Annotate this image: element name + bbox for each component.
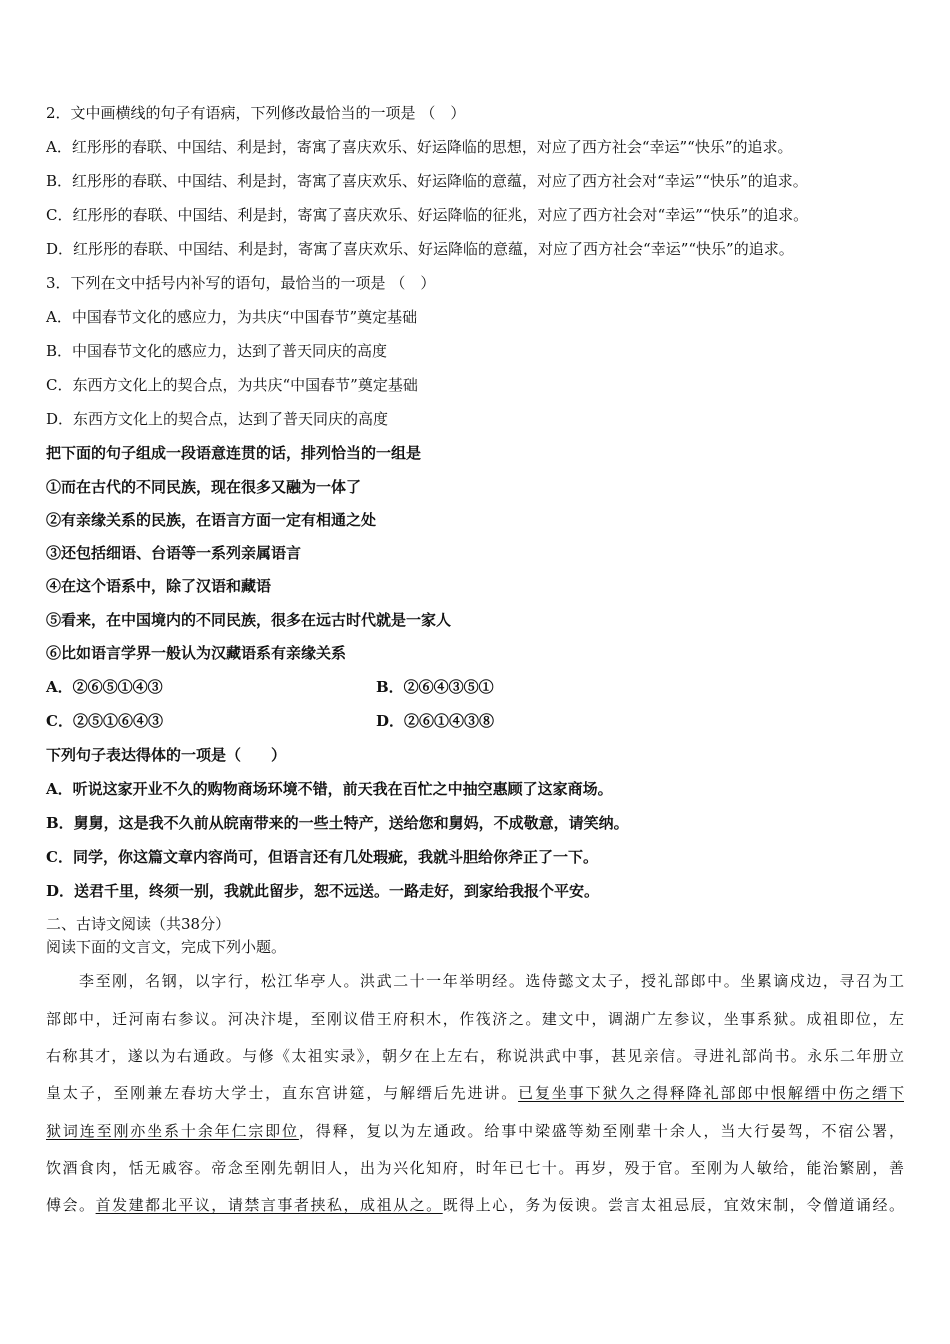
q3-option-b: B．中国春节文化的感应力，达到了普天同庆的高度 xyxy=(46,342,388,360)
underlined-sentence: 已复坐事下狱久之得释降礼部郎中恨解缙中伤之缙下 xyxy=(518,1084,904,1102)
q2-stem: 2．文中画横线的句子有语病，下列修改最恰当的一项是 （ ） xyxy=(46,104,466,122)
order-sentence-5: ⑤看来，在中国境内的不同民族，很多在远古时代就是一家人 xyxy=(46,611,452,629)
order-sentence-3: ③还包括细语、台语等一系列亲属语言 xyxy=(46,544,302,562)
underlined-sentence: 首发建都北平议，请禁言事者挟私，成祖从之。 xyxy=(95,1196,443,1214)
q3-option-a: A．中国春节文化的感应力，为共庆“中国春节”奠定基础 xyxy=(46,308,418,326)
decorum-option-d: D．送君千里，终须一别，我就此留步，恕不远送。一路走好，到家给我报个平安。 xyxy=(46,882,600,900)
passage-text: ，得释，复以为左通政。给事中梁盛等劾至刚辈十余人，当大行晏驾，不宿公署， xyxy=(298,1122,904,1140)
order-sentence-4: ④在这个语系中，除了汉语和藏语 xyxy=(46,577,272,595)
order-option-c: C．②⑤①⑥④③ xyxy=(46,712,163,730)
passage-text: 皇太子，至刚兼左春坊大学士，直东宫讲筵，与解缙后先进讲。 xyxy=(46,1084,519,1102)
section-instruction: 阅读下面的文言文，完成下列小题。 xyxy=(46,938,287,956)
passage-line-1: 李至刚，名钢，以字行，松江华亭人。洪武二十一年举明经。选侍懿文太子，授礼部郎中。坐累谪戍边，寻召为工 xyxy=(46,972,904,990)
passage-line-3: 右称其才，遂以为右通政。与修《太祖实录》，朝夕在上左右，称说洪武中事，甚见亲信。寻进礼部尚书。永乐二年册立 xyxy=(46,1047,904,1065)
order-sentence-6: ⑥比如语言学界一般认为汉藏语系有亲缘关系 xyxy=(46,644,347,662)
decorum-option-a: A．听说这家开业不久的购物商场环境不错，前天我在百忙之中抽空惠顾了这家商场。 xyxy=(46,780,613,798)
passage-line-5 xyxy=(46,1121,904,1141)
order-sentence-1: ①而在古代的不同民族，现在很多又融为一体了 xyxy=(46,478,362,496)
decorum-option-b: B．舅舅，这是我不久前从皖南带来的一些土特产，送给您和舅妈，不成敬意，请笑纳。 xyxy=(46,814,629,832)
passage-line-6: 饮酒食肉，恬无戚容。帝念至刚先朝旧人，出为兴化知府，时年已七十。再岁，殁于官。至刚为人敏给，能治繁剧，善 xyxy=(46,1159,904,1177)
order-question-stem: 把下面的句子组成一段语意连贯的话，排列恰当的一组是 xyxy=(46,444,422,462)
q2-option-d: D．红彤彤的春联、中国结、利是封，寄寓了喜庆欢乐、好运降临的意蕴，对应了西方社会“幸运”“快乐”的追求。 xyxy=(46,240,794,258)
passage-line-7 xyxy=(46,1195,904,1215)
q3-option-d: D．东西方文化上的契合点，达到了普天同庆的高度 xyxy=(46,410,389,428)
order-option-a: A．②⑥⑤①④③ xyxy=(46,678,163,696)
q3-option-c: C．东西方文化上的契合点，为共庆“中国春节”奠定基础 xyxy=(46,376,418,394)
q2-option-a: A．红彤彤的春联、中国结、利是封，寄寓了喜庆欢乐、好运降临的思想，对应了西方社会“幸运”“快乐”的追求。 xyxy=(46,138,793,156)
passage-text: 傅会。 xyxy=(46,1196,96,1214)
decorum-option-c: C．同学，你这篇文章内容尚可，但语言还有几处瑕疵，我就斗胆给你斧正了一下。 xyxy=(46,848,598,866)
passage-line-4 xyxy=(46,1083,904,1103)
order-sentence-2: ②有亲缘关系的民族，在语言方面一定有相通之处 xyxy=(46,511,377,529)
q2-option-b: B．红彤彤的春联、中国结、利是封，寄寓了喜庆欢乐、好运降临的意蕴，对应了西方社会对“幸运”“快乐”的追求。 xyxy=(46,172,808,190)
section-title: 二、古诗文阅读（共38分） xyxy=(46,915,231,933)
order-option-b: B．②⑥④③⑤① xyxy=(376,678,494,696)
underlined-sentence: 狱词连至刚亦坐系十余年仁宗即位 xyxy=(46,1122,299,1140)
q3-stem: 3．下列在文中括号内补写的语句，最恰当的一项是 （ ） xyxy=(46,274,436,292)
decorum-question-stem: 下列句子表达得体的一项是（ ） xyxy=(46,746,287,764)
passage-line-2: 部郎中，迁河南右参议。河决汴堤，至刚议借王府积木，作筏济之。建文中，调湖广左参议，坐事系狱。成祖即位，左 xyxy=(46,1010,904,1028)
order-option-d: D．②⑥①④③⑧ xyxy=(376,712,495,730)
q2-option-c: C．红彤彤的春联、中国结、利是封，寄寓了喜庆欢乐、好运降临的征兆，对应了西方社会对“幸运”“快乐”的追求。 xyxy=(46,206,809,224)
passage-text: 既得上心，务为佞谀。尝言太祖忌辰，宜效宋制，令僧道诵经。 xyxy=(442,1196,904,1214)
